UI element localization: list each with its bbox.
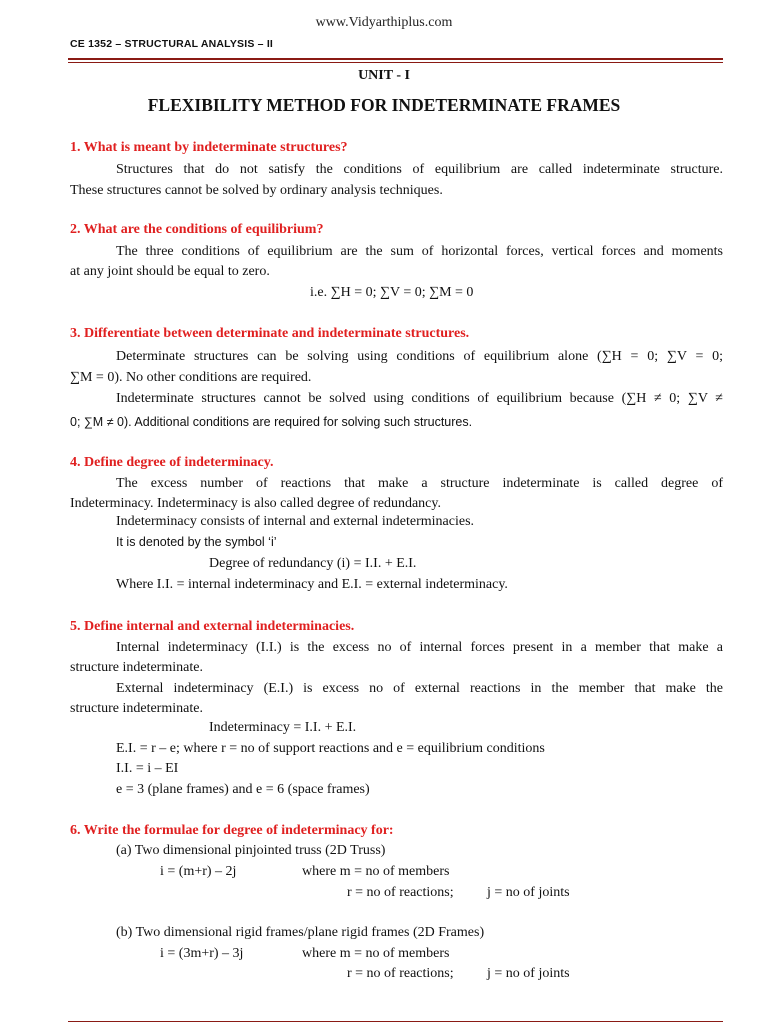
footer-rule: [68, 1021, 723, 1022]
q5-answer-line-8: e = 3 (plane frames) and e = 6 (space frames): [116, 782, 370, 797]
q2-answer-line-2: at any joint should be equal to zero.: [70, 264, 270, 279]
q5-indeterminacy-formula: Indeterminacy = I.I. + E.I.: [209, 720, 357, 735]
q4-answer-line-1: The excess number of reactions that make a structure indeterminate is called degree of: [116, 476, 723, 491]
q4-answer-line-2: Indeterminacy. Indeterminacy is also called degree of redundancy.: [70, 496, 441, 511]
question-2: 2. What are the conditions of equilibrium?: [70, 222, 324, 237]
q1-answer-line-1: Structures that do not satisfy the conditions of equilibrium are called indeterminate structure.: [116, 162, 723, 177]
q5-answer-line-1: Internal indeterminacy (I.I.) is the excess no of internal forces present in a member that make a: [116, 640, 723, 655]
q3-answer-line-1: Determinate structures can be solving using conditions of equilibrium alone (∑H = 0; ∑V = 0;: [116, 349, 723, 364]
q4-degree-formula: Degree of redundancy (i) = I.I. + E.I.: [209, 556, 417, 571]
q3-answer-line-4: 0; ∑M ≠ 0). Additional conditions are required for solving such structures.: [70, 415, 473, 429]
q3-answer-line-3: Indeterminate structures cannot be solved using conditions of equilibrium because (∑H ≠ 0; ∑V ≠: [116, 391, 723, 406]
q5-answer-line-7: I.I. = i – EI: [116, 761, 179, 776]
question-6: 6. Write the formulae for degree of indeterminacy for:: [70, 823, 394, 838]
question-1: 1. What is meant by indeterminate structures?: [70, 140, 348, 155]
q4-answer-line-6: Where I.I. = internal indeterminacy and E.I. = external indeterminacy.: [116, 577, 508, 592]
q6-a-joints: j = no of joints: [487, 885, 570, 900]
page-title: FLEXIBILITY METHOD FOR INDETERMINATE FRAMES: [147, 95, 621, 115]
q5-answer-line-6: E.I. = r – e; where r = no of support reactions and e = equilibrium conditions: [116, 741, 545, 756]
header-rule-thin: [68, 62, 723, 63]
q5-answer-line-4: structure indeterminate.: [70, 701, 203, 716]
q6-a-reactions: r = no of reactions;: [347, 885, 454, 900]
question-3: 3. Differentiate between determinate and indeterminate structures.: [70, 326, 470, 341]
q1-answer-line-2: These structures cannot be solved by ordinary analysis techniques.: [70, 183, 443, 198]
question-4: 4. Define degree of indeterminacy.: [70, 455, 274, 470]
header-rule: [68, 58, 723, 60]
q4-answer-line-4: It is denoted by the symbol ‘i’: [116, 535, 277, 549]
q2-formula: i.e. ∑H = 0; ∑V = 0; ∑M = 0: [310, 285, 474, 300]
q6-b-joints: j = no of joints: [487, 966, 570, 981]
q6-b-formula: i = (3m+r) – 3j: [160, 946, 244, 961]
unit-label: UNIT - I: [358, 68, 410, 83]
q6-a-heading: (a) Two dimensional pinjointed truss (2D Truss): [116, 843, 386, 858]
q2-answer-line-1: The three conditions of equilibrium are the sum of horizontal forces, vertical forces and moments: [116, 244, 723, 259]
q3-answer-line-2: ∑M = 0). No other conditions are required.: [70, 370, 312, 385]
q6-b-heading: (b) Two dimensional rigid frames/plane rigid frames (2D Frames): [116, 925, 485, 940]
q6-a-formula: i = (m+r) – 2j: [160, 864, 237, 879]
q5-answer-line-2: structure indeterminate.: [70, 660, 203, 675]
course-header: CE 1352 – STRUCTURAL ANALYSIS – II: [70, 38, 274, 50]
q5-answer-line-3: External indeterminacy (E.I.) is excess no of external reactions in the member that make the: [116, 681, 723, 696]
q6-b-reactions: r = no of reactions;: [347, 966, 454, 981]
website-url: www.Vidyarthiplus.com: [315, 15, 453, 30]
q4-answer-line-3: Indeterminacy consists of internal and external indeterminacies.: [116, 514, 475, 529]
q6-a-where: where m = no of members: [302, 864, 450, 879]
q6-b-where: where m = no of members: [302, 946, 450, 961]
question-5: 5. Define internal and external indeterminacies.: [70, 619, 355, 634]
